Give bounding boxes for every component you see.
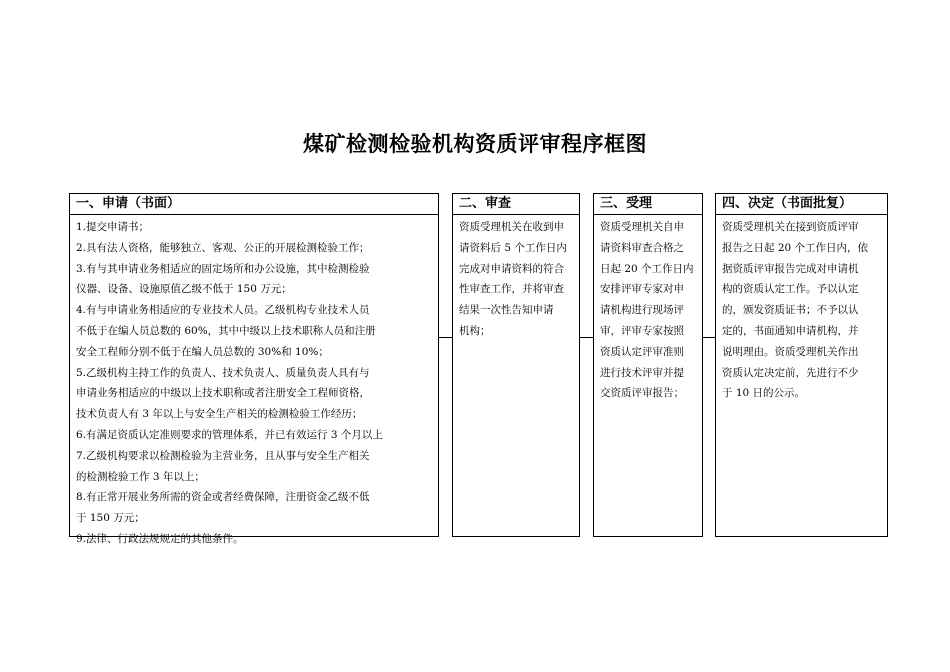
step-body-acceptance — [594, 215, 702, 404]
step-text-line: 请资料后 5 个工作日内 — [459, 241, 567, 254]
step-box-review — [452, 193, 580, 537]
step-text-line: 定的，书面通知申请机构，并 — [722, 324, 859, 337]
connector-line-2 — [580, 337, 593, 338]
requirement-line: 安全工程师分别不低于在编人员总数的 30%和 10%； — [76, 345, 329, 358]
step-body-application — [70, 215, 438, 550]
step-text-line: 资质认定评审准则 — [600, 345, 684, 358]
requirement-line: 的检测检验工作 3 年以上； — [76, 470, 205, 483]
step-heading-decision: 四、决定（书面批复） — [716, 194, 887, 215]
step-text-line: 审，评审专家按照 — [600, 324, 684, 337]
step-heading-acceptance: 三、受理 — [594, 194, 702, 215]
step-text-line: 进行技术评审并提 — [600, 366, 684, 379]
requirement-line: 5.乙级机构主持工作的负责人、技术负责人、质量负责人具有与 — [76, 366, 370, 379]
step-text-line: 资质认定决定前，先进行不少 — [722, 366, 859, 379]
step-text-line: 结果一次性告知申请 — [459, 304, 554, 317]
step-text-line: 报告之日起 20 个工作日内，依 — [722, 241, 869, 254]
requirement-line: 8.有正常开展业务所需的资金或者经费保障，注册资金乙级不低 — [76, 491, 370, 504]
step-heading-application: 一、申请（书面） — [70, 194, 438, 215]
step-text-line: 日起 20 个工作日内 — [600, 262, 694, 275]
step-text-line: 请资料审查合格之 — [600, 241, 684, 254]
connector-line-1 — [439, 337, 452, 338]
requirement-line: 3.有与其申请业务相适应的固定场所和办公设施，其中检测检验 — [76, 262, 370, 275]
step-text-line: 安排评审专家对申 — [600, 283, 684, 296]
requirement-line: 仪器、设备、设施原值乙级不低于 150 万元； — [76, 283, 292, 296]
page-title: 煤矿检测检验机构资质评审程序框图 — [303, 132, 647, 156]
step-body-decision — [716, 215, 887, 404]
requirement-line: 1.提交申请书； — [76, 221, 150, 233]
requirement-line: 9.法律、行政法规规定的其他条件。 — [76, 532, 244, 545]
step-box-acceptance — [593, 193, 703, 537]
step-text-line: 机构； — [459, 324, 491, 337]
step-body-review — [453, 215, 579, 342]
requirement-line: 申请业务相适应的中级以上技术职称或者注册安全工程师资格， — [76, 387, 370, 400]
requirement-line: 4.有与申请业务相适应的专业技术人员。乙级机构专业技术人员 — [76, 304, 370, 317]
step-text-line: 据资质评审报告完成对申请机 — [722, 262, 859, 275]
requirement-line: 2.具有法人资格，能够独立、客观、公正的开展检测检验工作； — [76, 241, 370, 254]
step-text-line: 请机构进行现场评 — [600, 304, 684, 317]
step-text-line: 的，颁发资质证书；不予以认 — [722, 304, 859, 317]
requirement-line: 不低于在编人员总数的 60%，其中中级以上技术职称人员和注册 — [76, 324, 376, 337]
requirement-line: 7.乙级机构要求以检测检验为主营业务，且从事与安全生产相关 — [76, 449, 370, 462]
step-text-line: 构的资质认定工作。予以认定 — [722, 283, 859, 296]
requirement-line: 于 150 万元； — [76, 512, 145, 525]
connector-line-3 — [703, 337, 715, 338]
step-heading-review: 二、审查 — [453, 194, 579, 215]
step-box-decision — [715, 193, 888, 537]
step-text-line: 说明理由。资质受理机关作出 — [722, 345, 859, 358]
step-text-line: 资质受理机关在接到资质评审 — [722, 221, 859, 233]
requirement-line: 6.有满足资质认定准则要求的管理体系，并已有效运行 3 个月以上 — [76, 428, 383, 441]
step-text-line: 性审查工作，并将审查 — [459, 283, 564, 296]
step-text-line: 资质受理机关自申 — [600, 221, 684, 233]
step-text-line: 于 10 日的公示。 — [722, 387, 806, 400]
step-box-application — [69, 193, 439, 545]
requirement-line: 技术负责人有 3 年以上与安全生产相关的检测检验工作经历； — [76, 408, 363, 421]
step-text-line: 资质受理机关在收到申 — [459, 221, 564, 233]
step-text-line: 完成对申请资料的符合 — [459, 262, 564, 275]
step-text-line: 交资质评审报告； — [600, 387, 684, 400]
